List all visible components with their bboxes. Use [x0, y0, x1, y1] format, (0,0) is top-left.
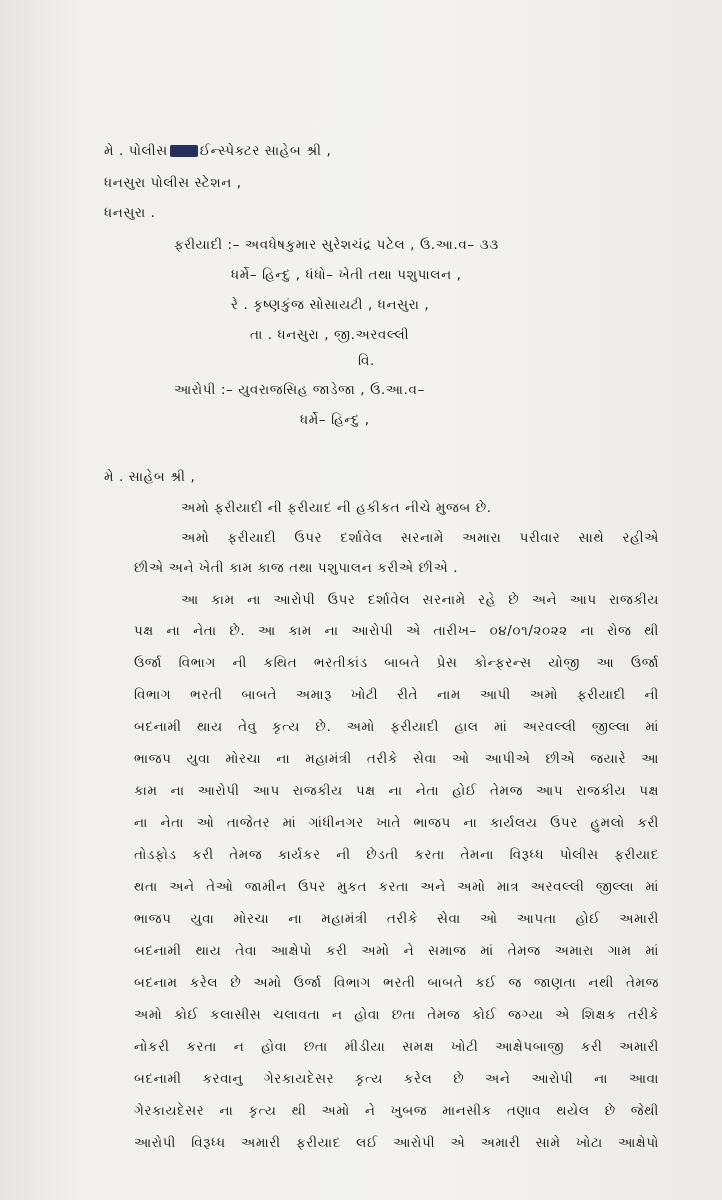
- address-line-3: ધનસુરા .: [104, 205, 156, 221]
- body-line: અમો ફરીયાદી ઉપર દર્શાવેલ સરનામે અમારા પરીવાર સાથે રહીએ: [181, 530, 659, 546]
- salutation: મે . સાહેબ શ્રી ,: [104, 469, 196, 485]
- versus-label: વિ.: [358, 353, 375, 369]
- body-line: ભાજપ યુવા મોરચા ના મહામંત્રી તરીકે સેવા ઓ આપતા હોઈ અમારી: [134, 911, 659, 927]
- complainant-line-2: ધર્મે– હિન્દુ , ધંધો– ખેતી તથા પશુપાલન ,: [231, 267, 462, 283]
- address-line-1: [104, 143, 331, 159]
- body-line: ના નેતા ઓ તાજેતર માં ગાંધીનગર ખાતે ભાજપ ના કાર્યલય ઉપર હુમલો કરી: [134, 815, 659, 831]
- body-line: આ કામ ના આરોપી ઉપર દર્શાવેલ સરનામે રહે છે અને આપ રાજકીય: [181, 592, 659, 608]
- body-line: ભાજપ યુવા મોરચા ના મહામંત્રી તરીકે સેવા ઓ આપીએ છીએ જયારે આ: [134, 751, 659, 767]
- body-line: છીએ અને ખેતી કામ કાજ તથા પશુપાલન કરીએ છીએ .: [134, 560, 459, 576]
- body-line: બદનામી થાય તેવા આક્ષેપો કરી અમો ને સમાજ માં તેમજ અમારા ગામ માં: [134, 943, 659, 959]
- complainant-line-3: રે . કૃષ્ણકુંજ સોસાયટી , ધનસુરા ,: [231, 297, 430, 313]
- address-line-1-pre: મે . પોલીસ: [104, 143, 168, 159]
- body-line: બદનામી થાય તેવુ કૃત્ય છે. અમો ફરીયાદી હાલ માં અરવલ્લી જીલ્લા માં: [134, 719, 659, 735]
- body-line: તોડફોડ કરી તેમજ કાર્યકર ની છેડતી કરતા તેમના વિરૂધ્ધ પોલીસ ફરીયાદ: [134, 847, 659, 863]
- body-line: બદનામ કરેલ છે અમો ઉર્જા વિભાગ ભરતી બાબતે કઈ જ જાણતા નથી તેમજ: [134, 975, 659, 991]
- body-line: અમો ફરીયાદી ની ફરીયાદ ની હકીકત નીચે મુજબ છે.: [181, 500, 492, 516]
- body-line: વિભાગ ભરતી બાબતે અમારૂ ખોટી રીતે નામ આપી અમો ફરીયાદી ની: [134, 687, 659, 703]
- body-line: કામ ના આરોપી આપ રાજકીય પક્ષ ના નેતા હોઈ તેમજ આપ રાજકીય પક્ષ: [134, 783, 659, 799]
- complainant-line-4: તા . ધનસુરા , જી.અરવલ્લી: [250, 327, 410, 343]
- body-line: ગેરકાયદેસર ના કૃત્ય થી અમો ને ખુબજ માનસીક તણાવ થયેલ છે જેથી: [134, 1103, 659, 1119]
- address-line-2: ધનસુરા પોલીસ સ્ટેશન ,: [104, 175, 242, 191]
- address-line-1-post: ઈન્સ્પેક્ટર સાહેબ શ્રી ,: [199, 143, 332, 159]
- complainant-line-1: ફરીયાદી :– અવધેષકુમાર સુરેશચંદ્ર પટેલ , ઉ.આ.વ– ૩૩: [174, 237, 499, 253]
- body-line: આરોપી વિરૂધ્ધ અમારી ફરીયાદ લઈ આરોપી એ અમારી સામે ખોટા આક્ષેપો: [134, 1135, 659, 1151]
- accused-line-1: આરોપી :– યુવરાજસિહ જાડેજા , ઉ.આ.વ–: [174, 382, 425, 398]
- body-line: બદનામી કરવાનુ ગેરકાયદેસર કૃત્ય કરેલ છે અને આરોપી ના આવા: [134, 1071, 659, 1087]
- body-line: ઉર્જા વિભાગ ની કથિત ભરતીકાંડ બાબતે પ્રેસ કોન્ફરન્સ યોજી આ ઉર્જા: [134, 655, 659, 671]
- body-line: પક્ષ ના નેતા છે. આ કામ ના આરોપી એ તારીખ– ૦૪/૦૧/૨૦૨૨ ના રોજ થી: [134, 623, 659, 639]
- accused-line-2: ધર્મે– હિન્દુ ,: [300, 412, 370, 428]
- struck-out-word: [170, 145, 198, 157]
- body-line: અમો કોઈ કલાસીસ ચલાવતા ન હોવા છતા તેમજ કોઈ જગ્યા એ શિક્ષક તરીકે: [134, 1007, 659, 1023]
- body-line: થતા અને તેઓ જામીન ઉપર મુકત કરતા અને અમો માત્ર અરવલ્લી જીલ્લા માં: [134, 879, 659, 895]
- body-line: નોકરી કરતા ન હોવા છતા મીડીયા સમક્ષ ખોટી આક્ષેપબાજી કરી અમારી: [134, 1039, 659, 1055]
